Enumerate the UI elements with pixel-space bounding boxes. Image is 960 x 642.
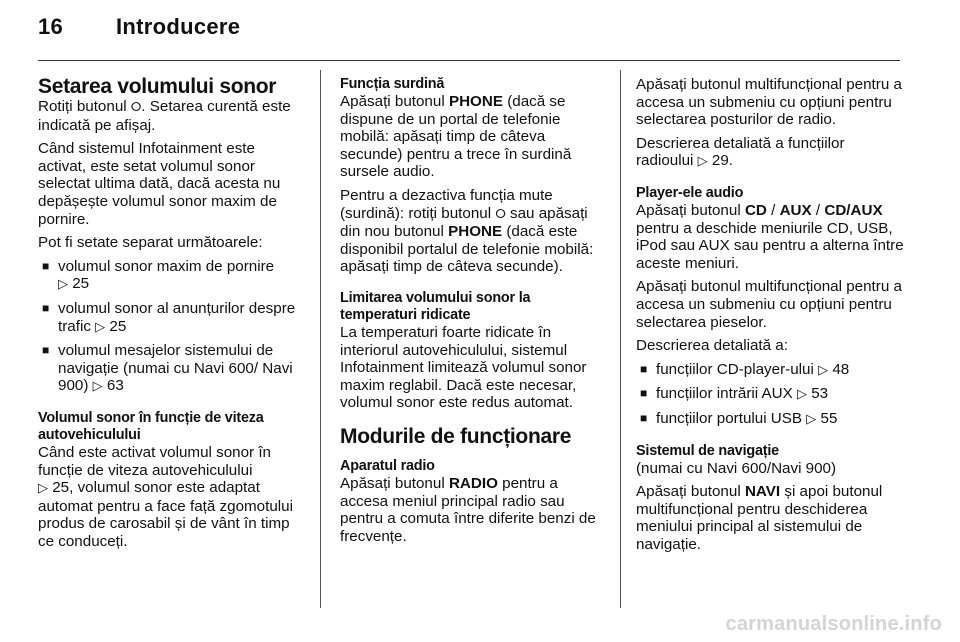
paragraph-volume: Rotiți butonul ⭘. Setarea curentă este indicată pe afișaj. xyxy=(38,98,291,134)
list-item: ■ funcțiilor intrării AUX ▷ 53 xyxy=(636,385,904,404)
paragraph-speed-volume: Când este activat volumul sonor în funcție de viteza autovehiculului ▷ 25, volumul sonor este adaptat automat pentru a face față zgomotului produs de carosabil și de vânt în timp ce conduceți. xyxy=(38,443,293,550)
list-item: ■ volumul mesajelor sistemului de navigație (numai cu Navi 600/ Navi 900) ▷ 63 xyxy=(38,342,306,396)
heading-volume: Setarea volumului sonor xyxy=(38,75,277,98)
column-divider-2 xyxy=(620,70,621,608)
heading-modes: Modurile de funcționare xyxy=(340,424,572,448)
paragraph-temperature-limit: La temperaturi foarte ridicate în interiorul autovehiculului, sistemul Infotainment limitează volumul sonor maxim reglabil. Dacă este necesar, volumul sonor este redus automat. xyxy=(340,323,587,412)
paragraph-navi: Apăsați butonul NAVI și apoi butonul multifuncțional pentru deschiderea meniului principal al sistemului de navigație. xyxy=(636,483,883,553)
watermark: carmanualsonline.info xyxy=(725,613,942,635)
heading-audio-players: Player-ele audio xyxy=(636,184,744,201)
paragraph-radio-ref: Descrierea detaliată a funcțiilor radioului ▷ 29. xyxy=(636,134,845,170)
phone-key: PHONE xyxy=(448,223,503,241)
cd-key: CD xyxy=(744,201,767,219)
phone-key: PHONE xyxy=(448,93,503,110)
heading-speed-volume: Volumul sonor în funcție de viteza autovehiculului xyxy=(38,409,264,443)
page-title: Introducere xyxy=(116,14,241,39)
column-divider-1 xyxy=(320,70,321,608)
paragraph-radio: Apăsați butonul RADIO pentru a accesa meniul principal radio sau pentru a comuta între diferite benzi de frecvențe. xyxy=(340,474,596,545)
column-1 xyxy=(38,76,306,556)
player-list xyxy=(636,361,904,429)
radio-key: RADIO xyxy=(448,474,498,492)
list-item: ■ funcțiilor portului USB ▷ 55 xyxy=(636,410,904,429)
page-ref-icon: ▷ xyxy=(796,387,807,403)
page-ref-icon: ▷ xyxy=(58,277,68,293)
page-number: 16 xyxy=(38,14,64,39)
paragraph-navi-only: (numai cu Navi 600/Navi 900) xyxy=(636,459,837,477)
list-item: ■ funcțiilor CD-player-ului ▷ 48 xyxy=(636,361,904,380)
volume-list xyxy=(38,258,306,396)
navi-key: NAVI xyxy=(744,483,781,501)
paragraph-unmute: Pentru a dezactiva funcția mute (surdină): rotiți butonul ⭘ sau apăsați din nou butonul PHONE (dacă este disponibil portalul de telefonie mobilă: apăsați timp de câteva secunde). xyxy=(340,186,594,276)
cd-aux-key: CD/AUX xyxy=(824,201,883,219)
list-item: ■ volumul sonor maxim de pornire ▷ 25 xyxy=(38,258,306,294)
page-ref-icon: ▷ xyxy=(95,319,106,335)
heading-navigation: Sistemul de navigație xyxy=(636,442,779,459)
page-ref-icon: ▷ xyxy=(818,362,829,378)
paragraph-separate: Pot fi setate separat următoarele: xyxy=(38,234,263,252)
heading-radio: Aparatul radio xyxy=(340,457,435,474)
paragraph-mute: Apăsați butonul PHONE (dacă se dispune de un portal de telefonie mobilă: apăsați timp de câteva secunde) pentru a trece în surdină sursele audio. xyxy=(340,93,572,181)
paragraph-audio-players: Apăsați butonul CD / AUX / CD/AUX pentru a deschide meniurile CD, USB, iPod sau AUX sau pentru a alterna între aceste meniuri. xyxy=(636,201,904,272)
heading-temperature-limit: Limitarea volumului sonor la temperaturi ridicate xyxy=(340,289,531,323)
paragraph-radio-submenu: Apăsați butonul multifuncțional pentru a accesa un submeniu cu opțiuni pentru selectarea posturilor de radio. xyxy=(636,76,902,129)
column-2 xyxy=(340,76,608,551)
page-ref-icon: ▷ xyxy=(806,411,817,427)
page-ref-icon: ▷ xyxy=(38,481,48,497)
heading-mute: Funcția surdină xyxy=(340,76,445,92)
page-ref-icon: ▷ xyxy=(92,379,103,395)
column-3 xyxy=(636,76,904,559)
page-ref-icon: ▷ xyxy=(697,154,708,170)
knob-icon: ⭘ xyxy=(495,206,506,222)
list-item: ■ volumul sonor al anunțurilor despre trafic ▷ 25 xyxy=(38,300,306,336)
paragraph-detail: Descrierea detaliată a: xyxy=(636,337,788,355)
aux-key: AUX xyxy=(779,201,812,219)
paragraph-track-submenu: Apăsați butonul multifuncțional pentru a accesa un submeniu cu opțiuni pentru selectarea pieselor. xyxy=(636,278,902,331)
page-header xyxy=(38,14,240,40)
knob-icon: ⭘ xyxy=(130,100,142,115)
header-rule xyxy=(38,60,900,61)
paragraph-last-volume: Când sistemul Infotainment este activat, este setat volumul sonor selectat ultima dată, dacă acesta nu depășește volumul sonor maxim de pornire. xyxy=(38,140,281,228)
